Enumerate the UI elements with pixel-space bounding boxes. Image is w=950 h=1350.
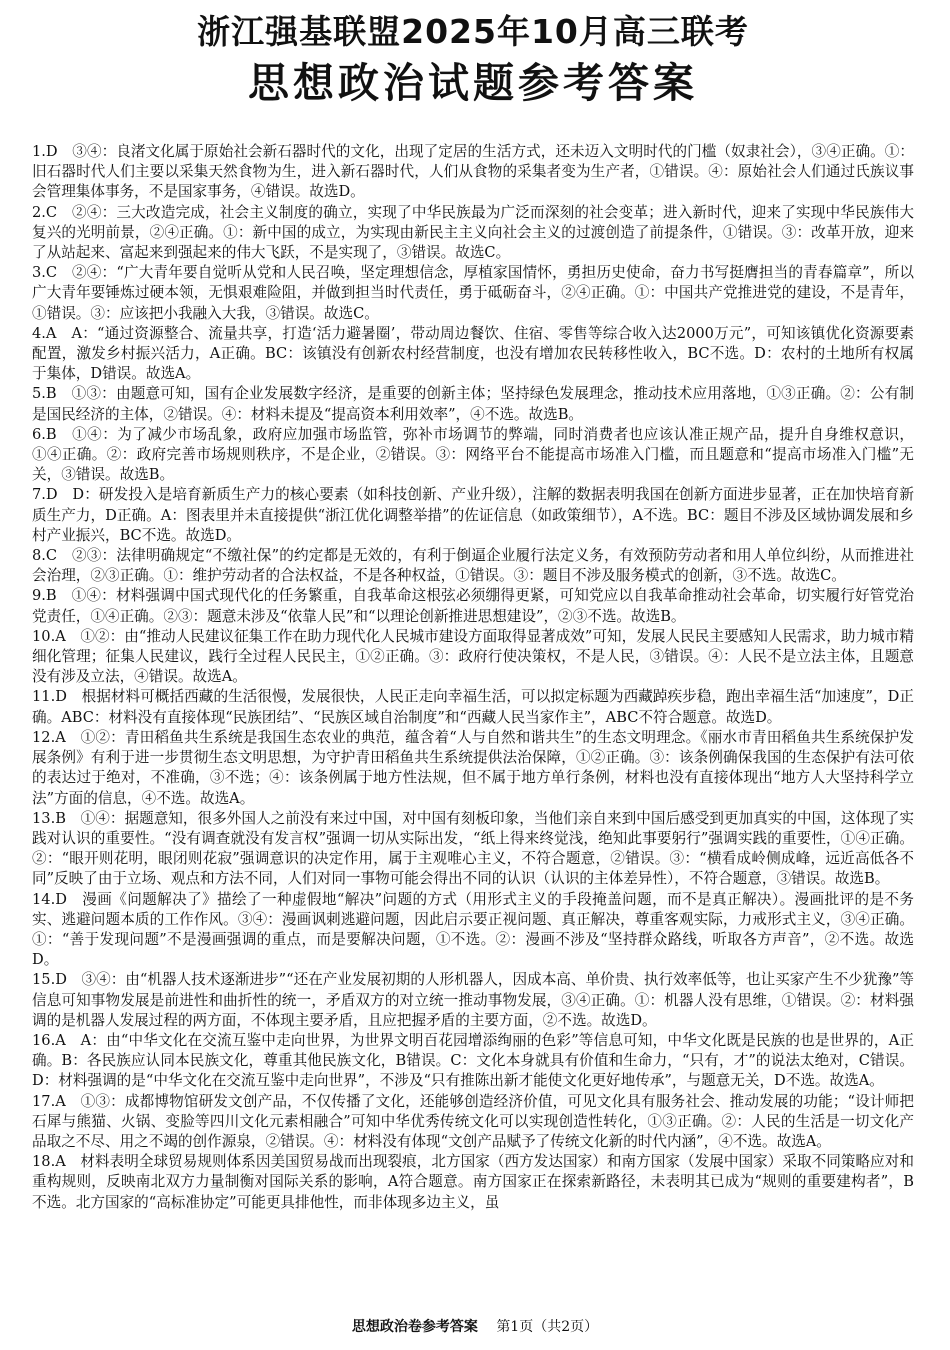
answer-item-17: 17.A ①③：成都博物馆研发文创产品，不仅传播了文化，还能够创造经济价值，可见文化具有服务社会、推动发展的功能；“设计师把石犀与熊猫、火锅、变脸等四川文化元素相融合”可知中华优秀传统文化可以实现创造性转化，①③正确。②：人民的生活是一切文化产品取之不尽、用之不竭的创作源泉，②错误。④：材料没有体现“文创产品赋予了传统文化新的时代内涵”，④不选。故选A。 <box>32 1092 914 1150</box>
answer-item-8: 8.C ②③：法律明确规定“不缴社保”的约定都是无效的，有利于倒逼企业履行法定义务，有效预防劳动者和用人单位纠纷，从而推进社会治理，②③正确。①：维护劳动者的合法权益，不是各种权益，①错误。③：题目不涉及服务模式的创新，③不选。故选C。 <box>32 547 914 585</box>
answer-item-1: 1.D ③④：良渚文化属于原始社会新石器时代的文化，出现了定居的生活方式，还未迈入文明时代的门槛（奴隶社会），③④正确。①：旧石器时代人们主要以采集天然食物为生，进入新石器时代，人们从食物的采集者变为生产者，①错误。④：原始社会人们通过氏族议事会管理集体事务，不是国家事务，④错误。故选D。 <box>32 143 914 201</box>
answer-item-6: 6.B ①④：为了减少市场乱象，政府应加强市场监管，弥补市场调节的弊端，同时消费者也应该认准正规产品，提升自身维权意识，①④正确。②：政府完善市场规则秩序，不是企业，②错误。③：网络平台不能提高市场准入门槛，而且题意和“提高市场准入门槛”无关，③错误。故选B。 <box>32 425 914 484</box>
exam-title: 浙江强基联盟2025年10月高三联考 <box>197 12 749 51</box>
answer-item-4: 4.A A：“通过资源整合、流量共享，打造‘活力避暑圈’，带动周边餐饮、住宿、零售等综合收入达2000万元”，可知该镇优化资源要素配置，激发乡村振兴活力，A正确。BC：该镇没有创新农村经营制度，也没有增加农民转移性收入，BC不选。D：农村的土地所有权属于集体，D错误。故选A。 <box>32 324 914 383</box>
answer-item-9: 9.B ①④：材料强调中国式现代化的任务繁重，自我革命这根弦必须绷得更紧，可知党应以自我革命推动社会革命，切实履行好管党治党责任，①④正确。②③：题意未涉及“依靠人民”和“以理论创新推进思想建设”，②③不选。故选B。 <box>32 587 914 625</box>
document-title: 思想政治试题参考答案 <box>248 59 698 107</box>
answer-item-13: 13.B ①④：据题意知，很多外国人之前没有来过中国，对中国有刻板印象，当他们亲自来到中国后感受到更加真实的中国，这体现了实践对认识的重要性。“没有调查就没有发言权”强调一切从实际出发，“纸上得来终觉浅，绝知此事要躬行”强调实践的重要性，①④正确。②：“眼开则花明，眼闭则花寂”强调意识的决定作用，属于主观唯心主义，不符合题意，②错误。③：“横看成岭侧成峰，远近高低各不同”反映了由于立场、观点和方法不同，人们对同一事物可能会得出不同的认识（认识的主体差异性），不符合题意，③错误。故选B。 <box>32 809 914 888</box>
answer-item-15: 15.D ③④：由“机器人技术逐渐进步”“还在产业发展初期的人形机器人，因成本高、单价贵、执行效率低等，也让买家产生不少犹豫”等信息可知事物发展是前进性和曲折性的统一，矛盾双方的对立统一推动事物发展，③④正确。①：机器人没有思维，①错误。②：材料强调的是机器人发展过程的两方面，不体现主要矛盾，且应把握矛盾的主要方面，②不选。故选D。 <box>32 971 915 1029</box>
answer-list <box>32 142 914 1213</box>
answer-item-11: 11.D 根据材料可概括西藏的生活很慢，发展很快，人民正走向幸福生活，可以拟定标题为西藏踔疾步稳，跑出幸福生活“加速度”，D正确。ABC：材料没有直接体现“民族团结”、“民族区域自治制度”和“西藏人民当家作主”，ABC不符合题意。故选D。 <box>32 688 914 726</box>
answer-item-18: 18.A 材料表明全球贸易规则体系因美国贸易战而出现裂痕，北方国家（西方发达国家）和南方国家（发展中国家）采取不同策略应对和重构规则，反映南北双方力量制衡对国际关系的影响，A符合题意。南方国家正在探索新路径，未表明其已成为“规则的重要建构者”，B不选。北方国家的“高标准协定”可能更具排他性，而非体现多边主义，虽 <box>32 1153 914 1211</box>
answer-item-12: 12.A ①②：青田稻鱼共生系统是我国生态农业的典范，蕴含着“人与自然和谐共生”的生态文明理念。《丽水市青田稻鱼共生系统保护发展条例》有利于进一步贯彻生态文明思想，为守护青田稻鱼共生系统提供法治保障，①②正确。③：该条例确保我国的生态保护有法可依的表达过于绝对，不准确，③不选；④：该条例属于地方性法规，但不属于地方单行条例，材料也没有直接体现出“地方人大坚持科学立法”方面的信息，④不选。故选A。 <box>32 728 914 807</box>
answer-item-3: 3.C ②④：“广大青年要自觉听从党和人民召唤，坚定理想信念，厚植家国情怀，勇担历史使命，奋力书写挺膺担当的青春篇章”，所以广大青年要锤炼过硬本领，无惧艰难险阻，并做到担当时代责任，勇于砥砺奋斗，②④正确。①：中国共产党推进党的建设，不是青年，①错误。③：应该把小我融入大我，③错误。故选C。 <box>32 264 914 322</box>
answer-item-10: 10.A ①②：由“推动人民建议征集工作在助力现代化人民城市建设方面取得显著成效”可知，发展人民民主要感知人民需求，助力城市精细化管理；征集人民建议，践行全过程人民民主，①②正确。③：政府行使决策权，不是人民，③错误。④：人民不是立法主体，且题意没有涉及立法，④错误。故选A。 <box>32 627 914 686</box>
answer-item-14: 14.D 漫画《问题解决了》描绘了一种虚假地“解决”问题的方式（用形式主义的手段掩盖问题，而不是真正解决）。漫画批评的是不务实、逃避问题本质的工作作风。③④：漫画讽刺逃避问题，因此启示要正视问题、真正解决，尊重客观实际，力戒形式主义，③④正确。①：“善于发现问题”不是漫画强调的重点，而是要解决问题，①不选。②：漫画不涉及“坚持群众路线，听取各方声音”，②不选。故选D。 <box>32 890 914 969</box>
footer-page-info: 第1页（共2页） <box>496 1319 599 1335</box>
footer-doc-label: 思想政治卷参考答案 <box>351 1319 478 1335</box>
answer-item-16: 16.A A：由“中华文化在交流互鉴中走向世界，为世界文明百花园增添绚丽的色彩”等信息可知，中华文化既是民族的也是世界的，A正确。B：各民族应认同本民族文化，尊重其他民族文化，B错误。C：文化本身就具有价值和生命力，“只有，才”的说法太绝对，C错误。D：材料强调的是“中华文化在交流互鉴中走向世界”，不涉及“只有推陈出新才能使文化更好地传承”，与题意无关，D不选。故选A。 <box>32 1031 914 1090</box>
answer-item-2: 2.C ②④：三大改造完成，社会主义制度的确立，实现了中华民族最为广泛而深刻的社会变革；进入新时代，迎来了实现中华民族伟大复兴的光明前景，②④正确。①：新中国的成立，为实现由新民主主义向社会主义的过渡创造了前提条件，①错误。③：改革开放，迎来了从站起来、富起来到强起来的伟大飞跃，不是实现了，③错误。故选C。 <box>32 203 914 262</box>
answer-item-7: 7.D D：研发投入是培育新质生产力的核心要素（如科技创新、产业升级），注解的数据表明我国在创新方面进步显著，正在加快培育新质生产力，D正确。A：图表里并未直接提供“浙江优化调整举措”的佐证信息（如政策细节），A不选。BC：题目不涉及区域协调发展和乡村产业振兴，BC不选。故选D。 <box>32 486 914 544</box>
page-footer <box>0 1316 950 1336</box>
answer-item-5: 5.B ①③：由题意可知，国有企业发展数字经济，是重要的创新主体；坚持绿色发展理念，推动技术应用落地，①③正确。②：公有制是国民经济的主体，②错误。④：材料未提及“提高资本利用效率”，④不选。故选B。 <box>32 385 914 423</box>
